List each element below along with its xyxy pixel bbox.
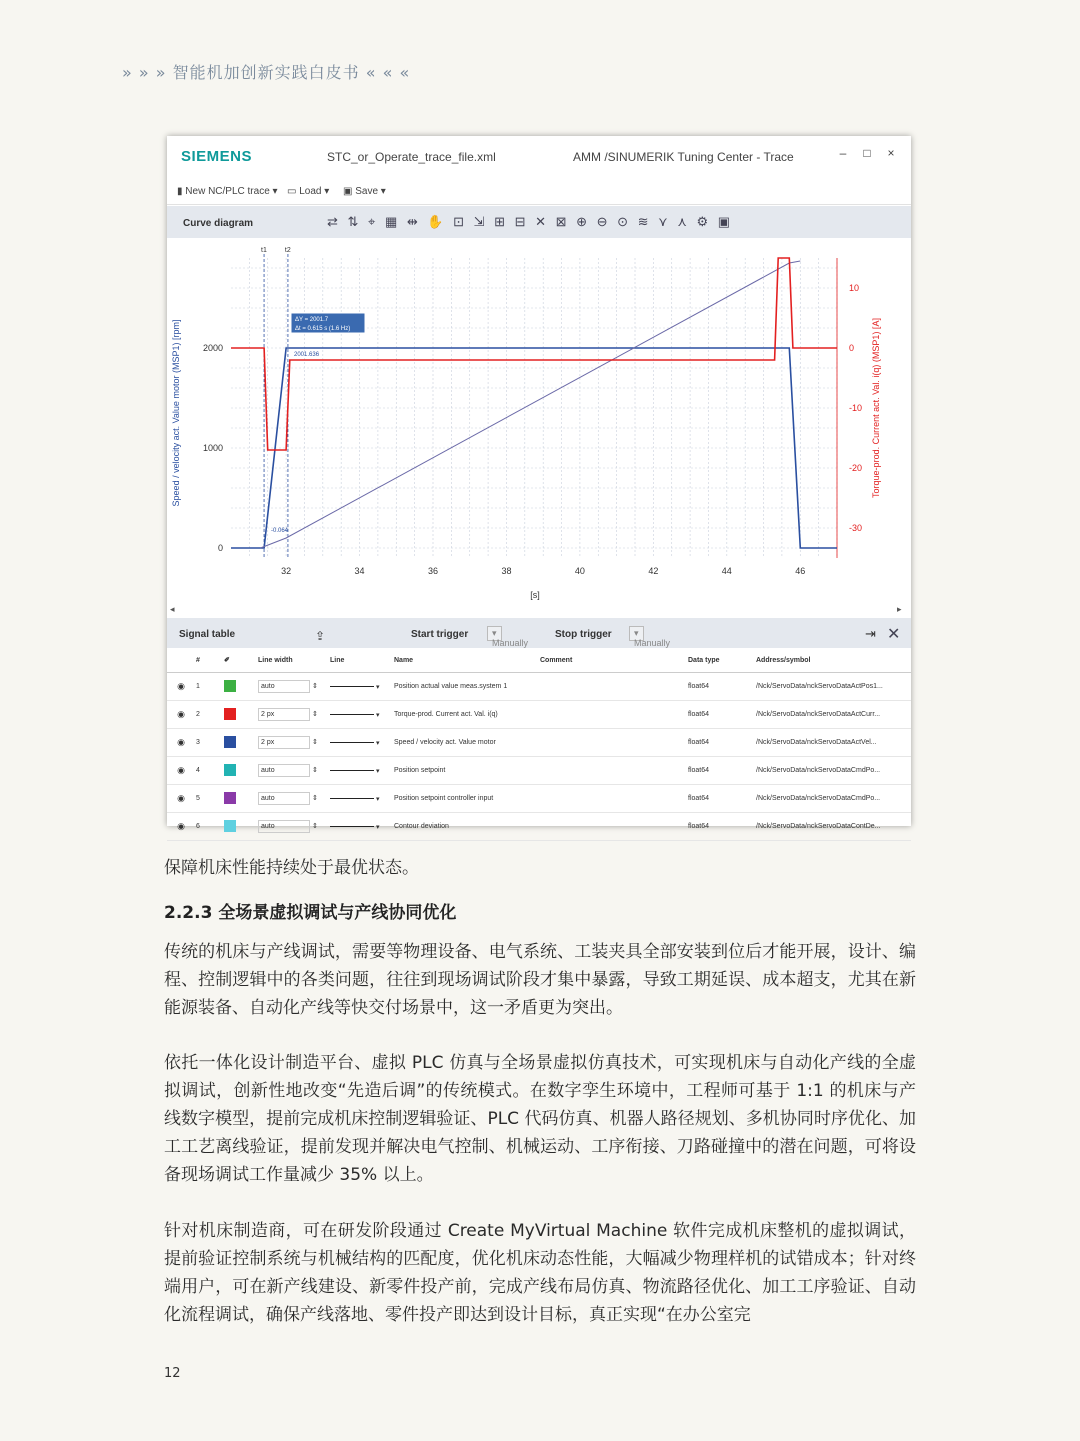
scroll-right-icon[interactable]: ▸ xyxy=(897,604,902,614)
visibility-eye-icon[interactable]: ◉ xyxy=(167,729,195,757)
color-swatch[interactable] xyxy=(223,813,257,841)
visibility-eye-icon[interactable]: ◉ xyxy=(167,757,195,785)
color-swatch[interactable] xyxy=(223,673,257,701)
signal-address: /Nck/ServoData/nckServoDataCmdPo... xyxy=(755,785,911,813)
signal-name: Position setpoint xyxy=(393,757,539,785)
row-number: 1 xyxy=(195,673,223,701)
visibility-eye-icon[interactable]: ◉ xyxy=(167,701,195,729)
save-menu[interactable]: ▣ Save ▾ xyxy=(343,186,386,197)
row-number: 6 xyxy=(195,813,223,841)
visibility-eye-icon[interactable]: ◉ xyxy=(167,785,195,813)
chart-svg xyxy=(167,238,911,618)
stop-trigger-label: Stop trigger xyxy=(555,629,612,640)
signal-toolbar xyxy=(167,618,911,648)
table-row[interactable] xyxy=(167,701,911,729)
delta-y-label: ΔY = 2001.7 xyxy=(295,317,329,323)
line-width-input[interactable]: 2 px ⇕ xyxy=(257,701,329,729)
signal-table-label: Signal table xyxy=(179,629,236,640)
line-width-input[interactable]: auto ⇕ xyxy=(257,673,329,701)
signal-name: Position actual value meas.system 1 xyxy=(393,673,539,701)
signal-name: Position setpoint controller input xyxy=(393,785,539,813)
col-number: # xyxy=(195,648,223,673)
visibility-eye-icon[interactable]: ◉ xyxy=(167,813,195,841)
y-left-tick-label: 2000 xyxy=(202,343,223,353)
window-controls xyxy=(831,146,903,160)
minimize-button[interactable]: – xyxy=(839,146,847,160)
color-swatch[interactable] xyxy=(223,785,257,813)
col-address: Address/symbol xyxy=(755,648,911,673)
signal-comment[interactable] xyxy=(539,701,687,729)
signal-data-type: float64 xyxy=(687,813,755,841)
signal-comment[interactable] xyxy=(539,757,687,785)
row-number: 3 xyxy=(195,729,223,757)
maximize-button[interactable]: □ xyxy=(863,146,871,160)
paragraph-intro: 保障机床性能持续处于最优状态。 xyxy=(164,858,419,878)
col-name: Name xyxy=(393,648,539,673)
y-left-tick-label: 0 xyxy=(217,543,223,553)
right-axis-label: Torque-prod. Current act. Val. i(q) (MSP1) [A] xyxy=(871,318,881,498)
section-heading: 2.2.3 全场景虚拟调试与产线协同优化 xyxy=(164,903,457,923)
value-label-b: -0.064 xyxy=(271,528,289,534)
curve-diagram-label: Curve diagram xyxy=(183,218,254,229)
x-tick-label: 36 xyxy=(427,566,439,576)
menu-bar xyxy=(167,176,911,205)
signal-address: /Nck/ServoData/nckServoDataActVel... xyxy=(755,729,911,757)
table-row[interactable] xyxy=(167,785,911,813)
col-line-width: Line width xyxy=(257,648,329,673)
signal-name: Speed / velocity act. Value motor xyxy=(393,729,539,757)
cursor-label: t2 xyxy=(284,247,291,254)
col-data-type: Data type xyxy=(687,648,755,673)
signal-comment[interactable] xyxy=(539,813,687,841)
signal-data-type: float64 xyxy=(687,701,755,729)
app-title: AMM /SINUMERIK Tuning Center - Trace xyxy=(573,150,794,164)
series-line-2 xyxy=(260,261,800,548)
signal-data-type: float64 xyxy=(687,757,755,785)
line-style-select[interactable]: ▾ xyxy=(329,785,393,813)
y-right-tick-label: 10 xyxy=(849,283,860,293)
row-number: 4 xyxy=(195,757,223,785)
paragraph-2: 依托一体化设计制造平台、虚拟 PLC 仿真与全场景虚拟仿真技术，可实现机床与自动化产线的全虚拟调试，创新性地改变“先造后调”的传统模式。在数字孪生环境中，工程师可基于 1:1 的机床与产线数字模型，提前完成机床控制逻辑验证、PLC 代码仿真、机器人路径规划、多机协同时序优化、加工工艺离线验证，提前发现并解决电气控制、机械运动、工序衔接、刀路碰撞中的潜在问题，可将设备现场调试工作量减少 35% 以上。 xyxy=(164,1053,916,1185)
color-swatch[interactable] xyxy=(223,757,257,785)
y-right-tick-label: 0 xyxy=(849,343,855,353)
signal-address: /Nck/ServoData/nckServoDataContDe... xyxy=(755,813,911,841)
file-name: STC_or_Operate_trace_file.xml xyxy=(327,150,496,164)
siemens-logo: SIEMENS xyxy=(181,148,253,165)
table-row[interactable] xyxy=(167,813,911,841)
value-label-a: 2001.636 xyxy=(294,352,320,358)
start-trigger-label: Start trigger xyxy=(411,629,469,640)
line-style-select[interactable]: ▾ xyxy=(329,813,393,841)
visibility-eye-icon[interactable]: ◉ xyxy=(167,673,195,701)
signal-comment[interactable] xyxy=(539,729,687,757)
row-number: 2 xyxy=(195,701,223,729)
delta-t-label: Δt = 0.615 s (1.6 Hz) xyxy=(295,326,351,332)
y-right-tick-label: -10 xyxy=(849,403,863,413)
toolbar-icons[interactable]: ⇄ ⇅ ⌖ ▦ ⇹ ✋ ⊡ ⇲ ⊞ ⊟ ✕ ⊠ ⊕ ⊖ ⊙ ≋ ⋎ ⋏ ⚙ ▣ xyxy=(327,214,733,229)
y-right-tick-label: -20 xyxy=(849,463,863,473)
curve-toolbar xyxy=(167,206,911,238)
x-tick-label: 44 xyxy=(721,566,732,576)
signal-name: Contour deviation xyxy=(393,813,539,841)
x-tick-label: 46 xyxy=(795,566,806,576)
y-right-tick-label: -30 xyxy=(849,523,863,533)
pin-icon[interactable]: ⇥ xyxy=(865,626,876,641)
start-trigger-select[interactable]: Manually ▾ xyxy=(487,626,502,641)
line-width-input[interactable]: 2 px ⇕ xyxy=(257,729,329,757)
col-line: Line xyxy=(329,648,393,673)
signal-data-type: float64 xyxy=(687,729,755,757)
color-swatch[interactable] xyxy=(223,729,257,757)
x-tick-label: 32 xyxy=(281,566,292,576)
stop-trigger-select[interactable]: Manually ▾ xyxy=(629,626,644,641)
col-comment: Comment xyxy=(539,648,687,673)
signal-comment[interactable] xyxy=(539,673,687,701)
table-row[interactable] xyxy=(167,757,911,785)
x-tick-label: 38 xyxy=(501,566,512,576)
upload-icon[interactable]: ⇪ xyxy=(315,629,326,643)
running-header: » » » 智能机加创新实践白皮书 « « « xyxy=(122,63,411,82)
x-tick-label: 42 xyxy=(648,566,659,576)
signal-address: /Nck/ServoData/nckServoDataActCurr... xyxy=(755,701,911,729)
close-panel-icon[interactable]: ✕ xyxy=(887,626,901,643)
signal-data-type: float64 xyxy=(687,785,755,813)
paragraph-3: 针对机床制造商，可在研发阶段通过 Create MyVirtual Machine 软件完成机床整机的虚拟调试，提前验证控制系统与机械结构的匹配度，优化机床动态性能，大幅减少物理样机的试错成本；针对终端用户，可在新产线建设、新零件投产前，完成产线布局仿真、物流路径优化、加工工序验证、自动化流程调试，确保产线落地、零件投产即达到设计目标，真正实现“在办公室完 xyxy=(164,1221,916,1325)
new-trace-menu[interactable]: ▮ New NC/PLC trace ▾ xyxy=(177,186,278,197)
close-button[interactable]: × xyxy=(887,146,895,160)
x-tick-label: 40 xyxy=(574,566,585,576)
signal-table xyxy=(167,648,911,841)
x-axis-label: [s] xyxy=(530,590,540,600)
color-pick-icon[interactable]: ✐ xyxy=(223,648,257,673)
scroll-left-icon[interactable]: ◂ xyxy=(170,604,175,614)
line-width-input[interactable]: auto ⇕ xyxy=(257,757,329,785)
paragraph-1: 传统的机床与产线调试，需要等物理设备、电气系统、工装夹具全部安装到位后才能开展，设计、编程、控制逻辑中的各类问题，往往到现场调试阶段才集中暴露，导致工期延误、成本超支，尤其在新能源装备、自动化产线等快交付场景中，这一矛盾更为突出。 xyxy=(164,942,916,1018)
line-style-select[interactable]: ▾ xyxy=(329,729,393,757)
signal-address: /Nck/ServoData/nckServoDataActPos1... xyxy=(755,673,911,701)
title-bar xyxy=(167,136,911,176)
signal-name: Torque-prod. Current act. Val. i(q) xyxy=(393,701,539,729)
page-number: 12 xyxy=(164,1366,181,1381)
line-width-input[interactable]: auto ⇕ xyxy=(257,813,329,841)
cursor-label: t1 xyxy=(261,247,267,254)
y-left-tick-label: 1000 xyxy=(202,443,223,453)
load-menu[interactable]: ▭ Load ▾ xyxy=(287,186,330,197)
signal-comment[interactable] xyxy=(539,785,687,813)
line-style-select[interactable]: ▾ xyxy=(329,757,393,785)
trace-screenshot xyxy=(167,136,911,831)
line-style-select[interactable]: ▾ xyxy=(329,673,393,701)
table-row[interactable] xyxy=(167,673,911,701)
row-number: 5 xyxy=(195,785,223,813)
signal-address: /Nck/ServoData/nckServoDataCmdPo... xyxy=(755,757,911,785)
color-swatch[interactable] xyxy=(223,701,257,729)
signal-data-type: float64 xyxy=(687,673,755,701)
table-row[interactable] xyxy=(167,729,911,757)
left-axis-label: Speed / velocity act. Value motor (MSP1) [rpm] xyxy=(171,319,181,507)
line-width-input[interactable]: auto ⇕ xyxy=(257,785,329,813)
line-style-select[interactable]: ▾ xyxy=(329,701,393,729)
x-tick-label: 34 xyxy=(354,566,365,576)
curve-plot xyxy=(167,238,911,618)
